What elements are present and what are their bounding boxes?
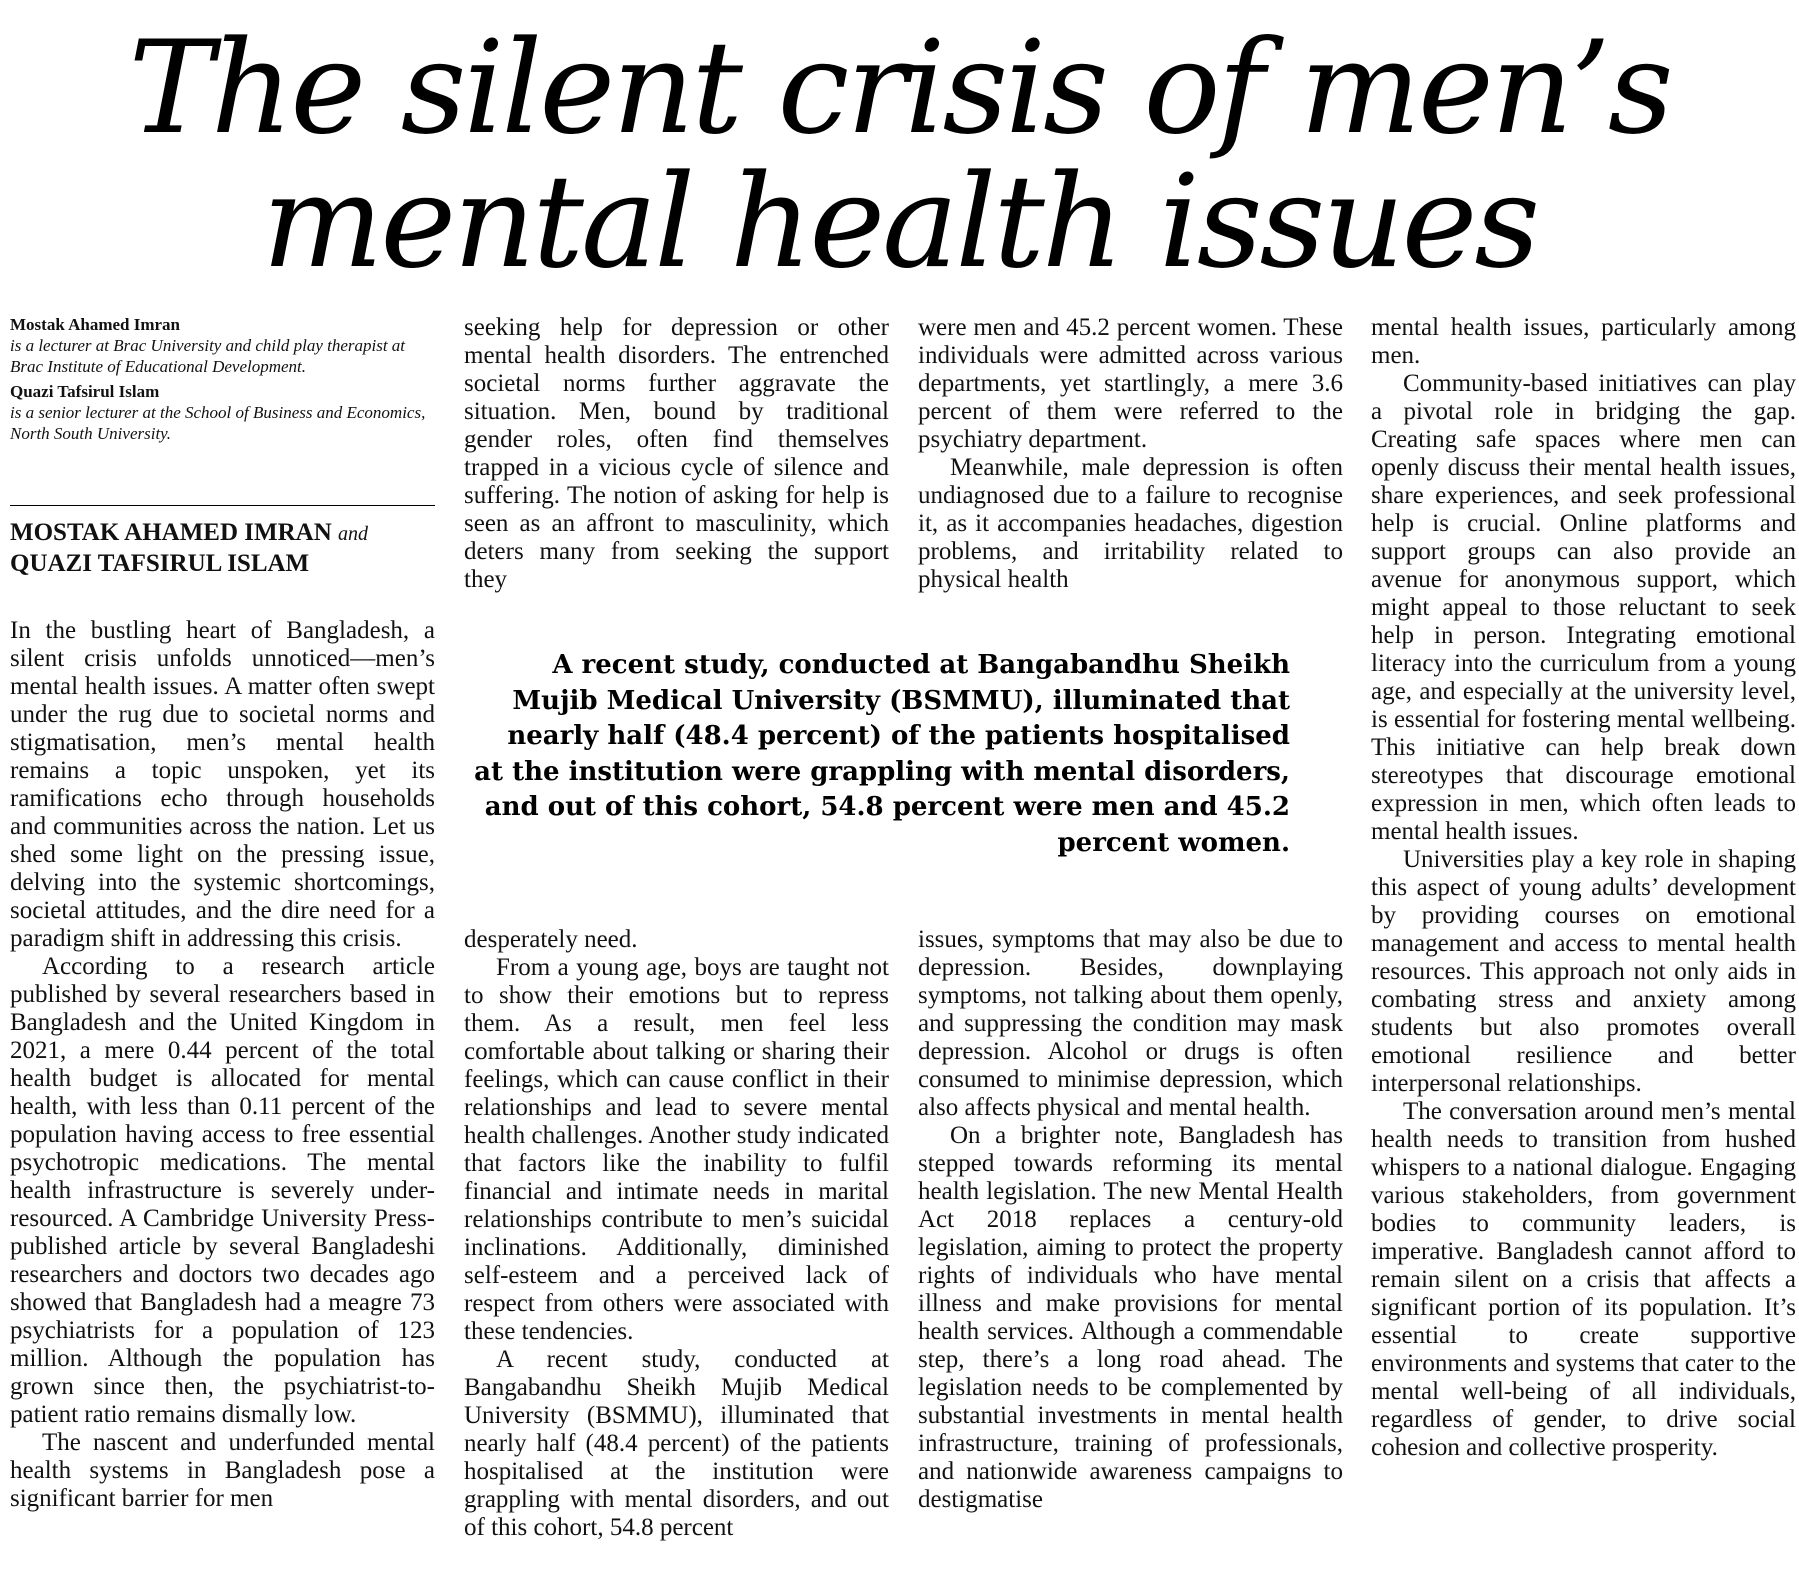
pull-quote: A recent study, conducted at Bangabandhu Sheikh Mujib Medical University (BSMMU), illuminated that nearly half (48.4 percent) of the patients hospitalised at the institution were grappling with mental disorders, and out of this cohort, 54.8 percent were men and 45.2 percent women. <box>474 650 1290 858</box>
article-column-3-bottom <box>918 926 1343 1578</box>
bio-desc-1: is a lecturer at Brac University and child play therapist at Brac Institute of Educational Development. <box>10 336 406 376</box>
paragraph: mental health issues, particularly among men. <box>1371 314 1796 369</box>
author-bios <box>10 314 435 448</box>
article-column-2-top <box>464 314 889 594</box>
bio-desc-2: is a senior lecturer at the School of Business and Economics, North South University. <box>10 403 426 443</box>
article-column-4 <box>1371 314 1796 1578</box>
byline-author-2: QUAZI TAFSIRUL ISLAM <box>10 550 310 577</box>
paragraph: On a brighter note, Bangladesh has stepped towards reforming its mental health legislation. The new Mental Health Act 2018 replaces a century-old legislation, aiming to protect the property rights of individuals who have mental illness and make provisions for mental health services. Although a commendable step, there’s a long road ahead. The legislation needs to be complemented by substantial investments in mental health infrastructure, training of professionals, and nationwide awareness campaigns to destigmatise <box>918 1122 1343 1513</box>
bio-name-2: Quazi Tafsirul Islam <box>10 382 160 401</box>
headline <box>0 14 1799 297</box>
paragraph: seeking help for depression or other mental health disorders. The entrenched societal norms further aggravate the situation. Men, bound by traditional gender roles, often find themselves trapped in a vicious cycle of silence and suffering. The notion of asking for help is seen as an affront to masculinity, which deters many from seeking the support they <box>464 314 889 593</box>
paragraph: According to a research article published by several researchers based in Bangladesh and the United Kingdom in 2021, a mere 0.44 percent of the total health budget is allocated for mental health, with less than 0.11 percent of the population having access to free essential psychotropic medications. The mental health infrastructure is severely under-resourced. A Cambridge University Press-published article by several Bangladeshi researchers and doctors two decades ago showed that Bangladesh had a meagre 73 psychiatrists for a population of 123 million. Although the population has grown since then, the psychiatrist-to-patient ratio remains dismally low. <box>10 953 435 1428</box>
byline-author-1: MOSTAK AHAMED IMRAN <box>10 519 332 546</box>
paragraph: were men and 45.2 percent women. These individuals were admitted across various departments, yet startlingly, a mere 3.6 percent of them were referred to the psychiatry department. <box>918 314 1343 453</box>
paragraph: A recent study, conducted at Bangabandhu Sheikh Mujib Medical University (BSMMU), illuminated that nearly half (48.4 percent) of the patients hospitalised at the institution were grappling with mental disorders, and out of this cohort, 54.8 percent <box>464 1346 889 1541</box>
paragraph: From a young age, boys are taught not to show their emotions but to repress them. As a result, men feel less comfortable about talking or sharing their feelings, which can cause conflict in their relationships and lead to severe mental health challenges. Another study indicated that factors like the inability to fulfil financial and intimate needs in marital relationships contribute to men’s suicidal inclinations. Additionally, diminished self-esteem and a perceived lack of respect from others were associated with these tendencies. <box>464 954 889 1345</box>
paragraph: Meanwhile, male depression is often undiagnosed due to a failure to recognise it, as it accompanies headaches, digestion problems, and irritability related to physical health <box>918 454 1343 593</box>
paragraph: The conversation around men’s mental health needs to transition from hushed whispers to a national dialogue. Engaging various stakeholders, from government bodies to community leaders, is imperative. Bangladesh cannot afford to remain silent on a crisis that affects a significant portion of its population. It’s essential to create supportive environments and systems that cater to the mental well-being of all individuals, regardless of gender, to drive social cohesion and collective prosperity. <box>1371 1098 1796 1461</box>
paragraph: Community-based initiatives can play a pivotal role in bridging the gap. Creating safe spaces where men can openly discuss their mental health issues, share experiences, and seek professional help is crucial. Online platforms and support groups can also provide an avenue for anonymous support, which might appeal to those reluctant to seek help in person. Integrating emotional literacy into the curriculum from a young age, and especially at the university level, is essential for fostering mental wellbeing. This initiative can help break down stereotypes that discourage emotional expression in men, which often leads to mental health issues. <box>1371 370 1796 845</box>
paragraph: Universities play a key role in shaping this aspect of young adults’ development by providing courses on emotional management and access to mental health resources. This approach not only aids in combating stress and anxiety among students but also promotes overall emotional resilience and better interpersonal relationships. <box>1371 846 1796 1097</box>
article-column-1 <box>10 617 435 1577</box>
paragraph: desperately need. <box>464 926 638 953</box>
byline-divider <box>10 505 435 506</box>
bio-name-1: Mostak Ahamed Imran <box>10 315 181 334</box>
paragraph: The nascent and underfunded mental health systems in Bangladesh pose a significant barrier for men <box>10 1429 435 1512</box>
paragraph: In the bustling heart of Bangladesh, a silent crisis unfolds unnoticed—men’s mental health issues. A matter often swept under the rug due to societal norms and stigmatisation, men’s mental health remains a topic unspoken, yet its ramifications echo through households and communities across the nation. Let us shed some light on the pressing issue, delving into the systemic shortcomings, societal attitudes, and the dire need for a paradigm shift in addressing this crisis. <box>10 617 435 952</box>
byline <box>10 518 435 578</box>
byline-and: and <box>338 523 369 545</box>
headline-line-2: mental health issues <box>261 148 1538 297</box>
headline-line-1: The silent crisis of men’s <box>128 14 1671 163</box>
article-column-3-top <box>918 314 1343 594</box>
article-column-2-bottom <box>464 926 889 1578</box>
paragraph: issues, symptoms that may also be due to depression. Besides, downplaying symptoms, not talking about them openly, and suppressing the condition may mask depression. Alcohol or drugs is often consumed to minimise depression, which also affects physical and mental health. <box>918 926 1343 1121</box>
